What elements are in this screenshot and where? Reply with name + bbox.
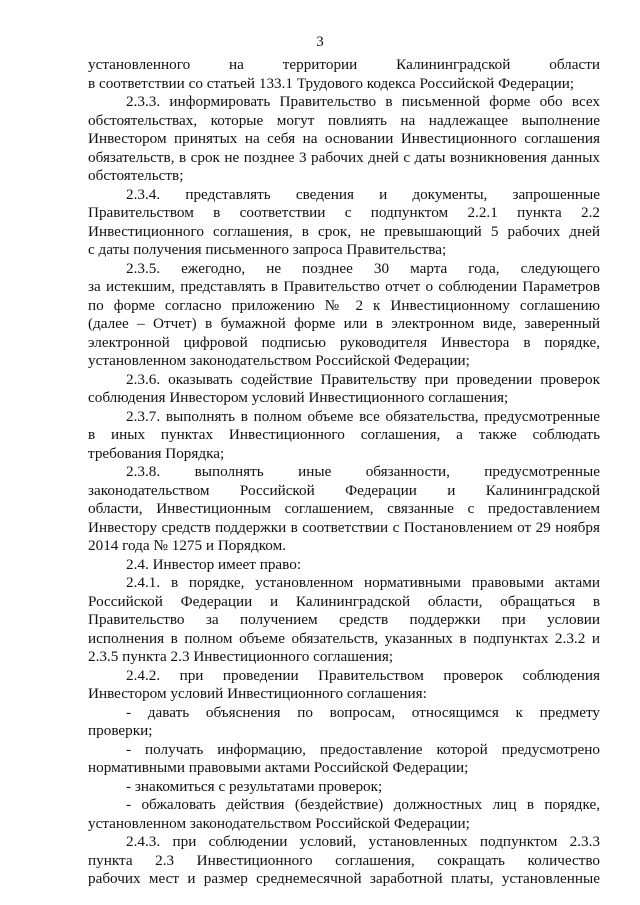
text-line: проверки; bbox=[88, 722, 153, 739]
text-line: законодательством Российской Федерации и Калининградской bbox=[88, 481, 600, 499]
text-line: нормативными правовыми актами Российской Федерации; bbox=[88, 759, 469, 776]
text-line: рабочих мест и размер среднемесячной заработной платы, установленные bbox=[88, 870, 600, 887]
text-line: с даты получения письменного запроса Правительства; bbox=[88, 241, 447, 258]
text-line: 2.3.6. оказывать содействие Правительству при проведении проверок bbox=[126, 370, 600, 388]
text-line: по форме согласно приложению № 2 к Инвестиционному соглашению bbox=[88, 296, 600, 314]
text-line: - обжаловать действия (бездействие) должностных лиц в порядке, bbox=[126, 796, 600, 813]
text-line: обстоятельств; bbox=[88, 167, 184, 184]
text-line: 2.4.3. при соблюдении условий, установленных подпунктом 2.3.3 bbox=[126, 833, 600, 850]
text-line: Инвестором условий Инвестиционного соглашения: bbox=[88, 685, 427, 702]
text-line: Правительством в соответствии с подпунктом 2.2.1 пункта 2.2 bbox=[88, 204, 600, 221]
text-line: пункта 2.3 Инвестиционного соглашения, сокращать количество bbox=[88, 851, 600, 869]
text-line: 2.3.5. ежегодно, не позднее 30 марта года, следующего bbox=[126, 259, 600, 277]
text-line: исполнения в полном объеме обязательств, указанных в подпунктах 2.3.2 и bbox=[88, 629, 600, 647]
text-line: Инвестиционного соглашения, в срок, не превышающий 5 рабочих дней bbox=[88, 222, 600, 240]
text-line: Российской Федерации и Калининградской области, обращаться в bbox=[88, 592, 600, 610]
text-line: области, Инвестиционным соглашением, связанные с предоставлением bbox=[88, 500, 600, 517]
text-line: 2.4.1. в порядке, установленном нормативными правовыми актами bbox=[126, 574, 600, 591]
text-line: Правительство за получением средств поддержки при условии bbox=[88, 611, 600, 628]
text-line: соблюдения Инвестором условий Инвестиционного соглашения; bbox=[88, 389, 509, 406]
text-line: 2.4.2. при проведении Правительством проверок соблюдения bbox=[126, 666, 600, 684]
text-line: за истекшим, представлять в Правительство отчет о соблюдении Параметров bbox=[88, 278, 600, 295]
text-line: 2014 года № 1275 и Порядком. bbox=[88, 537, 287, 554]
text-line: 2.3.7. выполнять в полном объеме все обязательства, предусмотренные bbox=[126, 407, 600, 425]
text-line: 2.4. Инвестор имеет право: bbox=[126, 555, 302, 573]
text-line: 2.3.8. выполнять иные обязанности, предусмотренные bbox=[126, 463, 600, 480]
text-line: Инвестором принятых на себя на основании Инвестиционного соглашения bbox=[88, 130, 600, 147]
text-line: установленном законодательством Российской Федерации; bbox=[88, 814, 470, 832]
text-line: - знакомиться с результатами проверок; bbox=[126, 777, 383, 795]
text-line: требования Порядка; bbox=[88, 444, 225, 462]
page-number: 3 bbox=[316, 34, 324, 50]
text-line: - получать информацию, предоставление которой предусмотрено bbox=[126, 740, 600, 758]
text-line: установленного на территории Калининградской области bbox=[88, 56, 600, 73]
document-body bbox=[88, 56, 600, 889]
text-line: электронной цифровой подписью руководителя Инвестора в порядке, bbox=[88, 333, 600, 351]
text-line: обстоятельствах, которые могут повлиять на надлежащее выполнение bbox=[88, 111, 600, 129]
text-line: установленном законодательством Российской Федерации; bbox=[88, 352, 470, 369]
text-line: 2.3.5 пункта 2.3 Инвестиционного соглашения; bbox=[88, 648, 394, 665]
text-line: Инвестору средств поддержки в соответствии с Постановлением от 29 ноября bbox=[88, 518, 600, 536]
text-line: в соответствии со статьей 133.1 Трудового кодекса Российской Федерации; bbox=[88, 74, 575, 92]
text-line: в иных пунктах Инвестиционного соглашения, а также соблюдать bbox=[88, 426, 600, 443]
text-line: 2.3.3. информировать Правительство в письменной форме обо всех bbox=[126, 93, 600, 110]
text-line: 2.3.4. представлять сведения и документы, запрошенные bbox=[126, 185, 600, 203]
text-line: - давать объяснения по вопросам, относящимся к предмету bbox=[126, 703, 600, 721]
text-line: обязательств, в срок не позднее 3 рабочих дней с даты возникновения данных bbox=[88, 148, 600, 166]
text-line: (далее – Отчет) в бумажной форме или в электронном виде, заверенный bbox=[88, 315, 600, 332]
